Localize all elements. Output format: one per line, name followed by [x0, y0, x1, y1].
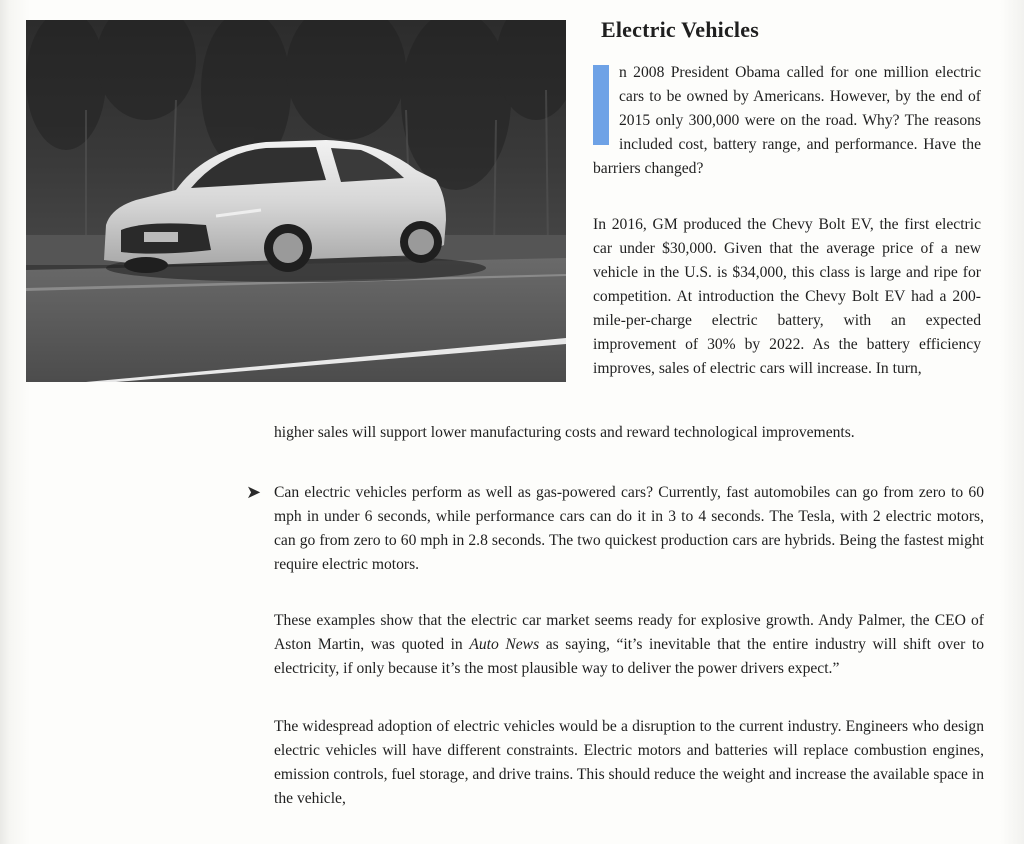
paragraph-market-growth [274, 609, 984, 681]
paragraph-performance-text: Can electric vehicles perform as well as gas-powered cars? Currently, fast automobiles can go from zero to 60 mph in under 6 seconds, while performance cars can do it in 3 to 4 seconds. The Tesla, with 2 electric motors, can go from zero to 60 mph in 2.8 seconds. The two quickest production cars are hybrids. Being the fastest might require electric motors. [274, 484, 984, 573]
dropcap-marker [593, 65, 609, 145]
pen-mark-icon: ➤ [246, 482, 262, 502]
publication-name: Auto News [469, 636, 540, 653]
paragraph-intro [593, 61, 981, 181]
paragraph-intro-text: n 2008 President Obama called for one million electric cars to be owned by Americans. However, by the end of 2015 only 300,000 were on the road. Why? The reasons included cost, battery range, and performance. Have the barriers changed? [593, 64, 981, 177]
paragraph-chevy-bolt-continued-text: higher sales will support lower manufacturing costs and reward technological improvements. [274, 424, 855, 441]
paragraph-chevy-bolt-text: In 2016, GM produced the Chevy Bolt EV, the first electric car under $30,000. Given that the average price of a new vehicle in the U.S. is $34,000, this class is large and ripe for competition. At introduction the Chevy Bolt EV had a 200-mile-per-charge electric battery, with an expected improvement of 30% by 2022. As the battery efficiency improves, sales of electric cars will increase. In turn, [593, 216, 981, 377]
paragraph-market-growth-text-before: These examples show that the electric car market seems ready for explosive growth. Andy Palmer, the CEO of Aston Martin, was quoted in [274, 612, 984, 653]
car-photo [26, 20, 566, 382]
paragraph-industry-disruption-text: The widespread adoption of electric vehicles would be a disruption to the current industry. Engineers who design electric vehicles will have different constraints. Electric motors and batteries will replace combustion engines, emission controls, fuel storage, and drive trains. This should reduce the weight and increase the available space in the vehicle, [274, 718, 984, 807]
car-photo-graphic [26, 20, 566, 382]
paragraph-market-growth-text-after: as saying, “it’s inevitable that the entire industry will shift over to electricity, if only because it’s the most plausible way to deliver the power drivers expect.” [274, 636, 984, 677]
article-title: Electric Vehicles [601, 17, 759, 42]
paragraph-chevy-bolt [593, 213, 981, 381]
paragraph-industry-disruption [274, 715, 984, 811]
paragraph-chevy-bolt-continued [274, 421, 984, 445]
paragraph-performance [274, 481, 984, 577]
